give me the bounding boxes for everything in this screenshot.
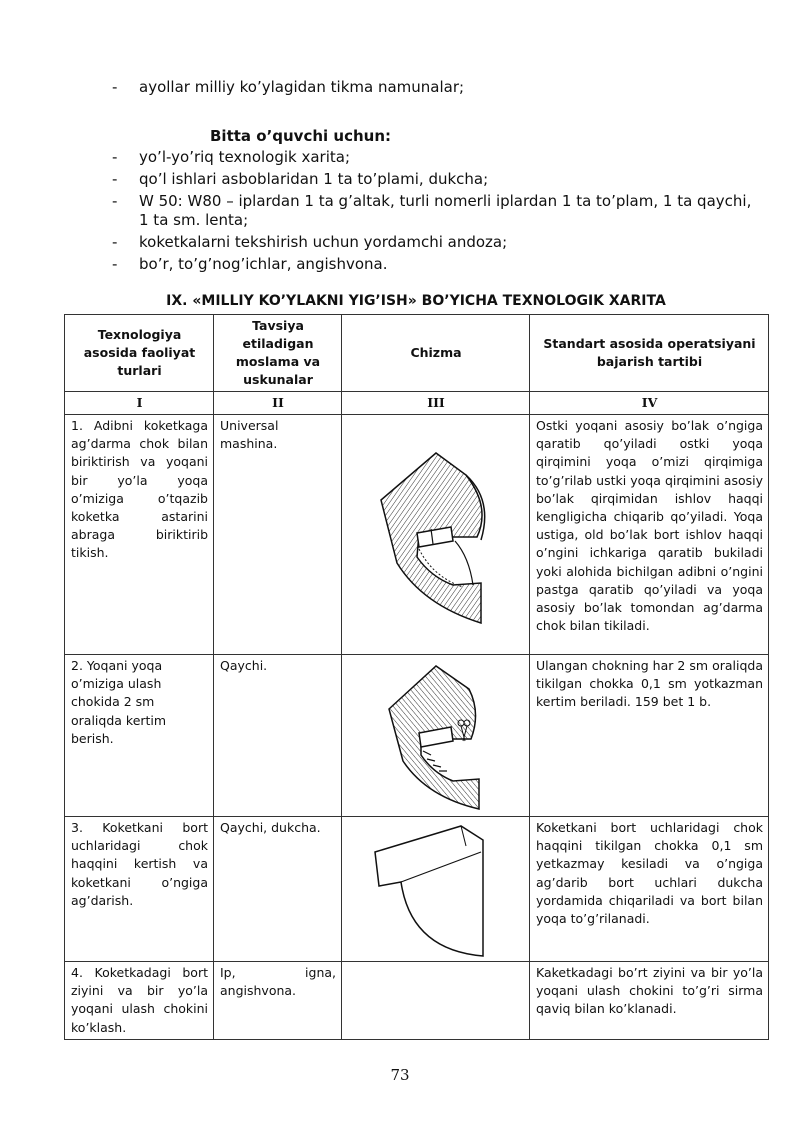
header-tools: Tavsiya etiladigan moslama va uskunalar <box>214 315 342 392</box>
table-row <box>65 817 769 962</box>
activity-cell: 4. Koketkadagi bort ziyini va bir yo’la yoqani ulash chokini ko’klash. <box>65 962 214 1040</box>
activity-cell: 1. Adibni koketkaga ag’darma chok bilan biriktirish va yoqani bir yo’la yoqa o’miziga o’tqazib koketka astarini abraga biriktirib tikish. <box>65 415 214 655</box>
list-item <box>112 233 752 252</box>
roman-numeral: II <box>214 392 342 415</box>
collar-notch-drawing <box>381 661 491 811</box>
tools-cell: Universal mashina. <box>214 415 342 655</box>
header-row <box>65 315 769 392</box>
list-dash: - <box>112 233 118 251</box>
roman-row <box>65 392 769 415</box>
drawing-cell <box>342 817 530 962</box>
page-number: 73 <box>390 1066 410 1084</box>
roman-numeral: IV <box>530 392 769 415</box>
roman-numeral: I <box>65 392 214 415</box>
tools-cell: Qaychi, dukcha. <box>214 817 342 962</box>
activity-cell: 2. Yoqani yoqa o’miziga ulash chokida 2 sm oraliqda kertim berish. <box>65 655 214 817</box>
collar-attach-drawing <box>371 445 501 625</box>
list-item <box>112 148 752 167</box>
yoke-turn-drawing <box>371 822 501 957</box>
table-row <box>65 655 769 817</box>
list-dash: - <box>112 255 118 273</box>
materials-list <box>112 78 752 277</box>
list-dash: - <box>112 170 118 188</box>
list-item <box>112 78 752 97</box>
header-procedure: Standart asosida operatsiyani bajarish tartibi <box>530 315 769 392</box>
list-item-text: W 50: W80 – iplardan 1 ta g’altak, turli nomerli iplardan 1 ta to’plam, 1 ta qaychi, 1 ta sm. lenta; <box>139 192 752 229</box>
list-item <box>112 192 752 230</box>
procedure-cell: Ostki yoqani asosiy bo’lak o’ngiga qaratib qo’yiladi ostki yoqa qirqimini yoqa o’mizi qirqimiga to’g’rilab ustki yoqa qirqimini asosiy bo’lak qirqimidan ishlov haqqi kengligicha chiqarib qo’yiladi. Yoqa ustiga, old bo’lak bort ishlov haqqi o’ngini ichkariga qaratib bukiladi yoki alohida bichilgan adibni o’ngini pastga qaratib qo’yiladi va yoqa asosiy bo’lak tomondan ag’darma chok bilan tikiladi. <box>530 415 769 655</box>
procedure-cell: Koketkani bort uchlaridagi chok haqqini tikilgan chokka 0,1 sm yetkazmay kesiladi va o’ngiga ag’darib bort uchlari dukcha yordamida chiqariladi va bort bilan yoqa to’g’rilanadi. <box>530 817 769 962</box>
technology-map-table <box>64 314 769 1040</box>
list-item-text: qo’l ishlari asboblaridan 1 ta to’plami, dukcha; <box>139 170 489 188</box>
list-item-text: yo’l-yo’riq texnologik xarita; <box>139 148 351 166</box>
drawing-cell <box>342 655 530 817</box>
table-row <box>65 415 769 655</box>
list-item <box>112 170 752 189</box>
table-row <box>65 962 769 1040</box>
drawing-cell <box>342 962 530 1040</box>
procedure-cell: Kaketkadagi bo’rt ziyini va bir yo’la yoqani ulash chokini to’g’ri sirma qaviq bilan ko’klanadi. <box>530 962 769 1040</box>
list-dash: - <box>112 192 118 210</box>
tools-cell: Ip, igna, angishvona. <box>214 962 342 1040</box>
list-item-text: bo’r, to’g’nog’ichlar, angishvona. <box>139 255 388 273</box>
activity-cell: 3. Koketkani bort uchlaridagi chok haqqini kertish va koketkani o’ngiga ag’darish. <box>65 817 214 962</box>
list-dash: - <box>112 148 118 166</box>
list-item <box>112 255 752 274</box>
tools-cell: Qaychi. <box>214 655 342 817</box>
list-dash: - <box>112 78 118 96</box>
procedure-cell: Ulangan chokning har 2 sm oraliqda tikilgan chokka 0,1 sm yotkazman kertim beriladi. 159 bet 1 b. <box>530 655 769 817</box>
student-heading: Bitta o’quvchi uchun: <box>210 127 391 145</box>
header-activity: Texnologiya asosida faoliyat turlari <box>65 315 214 392</box>
roman-numeral: III <box>342 392 530 415</box>
list-item-text: ayollar milliy ko’ylagidan tikma namunalar; <box>139 78 465 96</box>
list-item-text: koketkalarni tekshirish uchun yordamchi andoza; <box>139 233 508 251</box>
header-drawing: Chizma <box>342 315 530 392</box>
table-title: IX. «MILLIY KO’YLAKNI YIG’ISH» BO’YICHA TEXNOLOGIK XARITA <box>166 293 666 309</box>
drawing-cell <box>342 415 530 655</box>
